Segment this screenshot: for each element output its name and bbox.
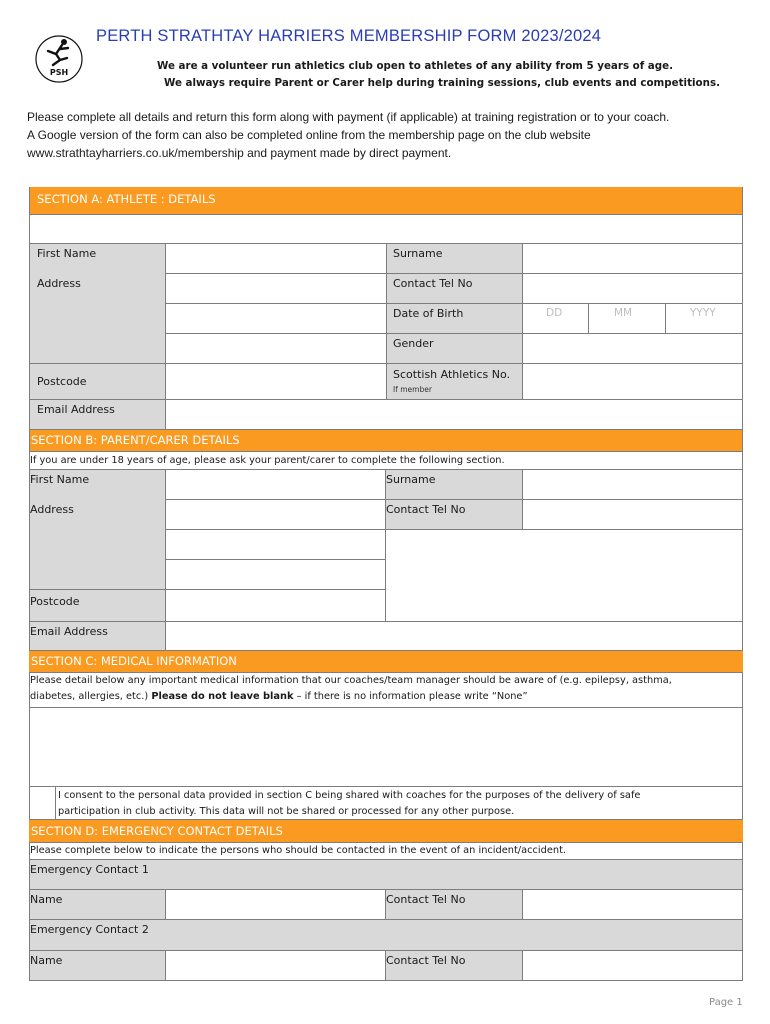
page-number: Page 1 — [709, 997, 743, 1008]
medical-info-field[interactable] — [30, 708, 742, 786]
intro-line-3: www.strathtayharriers.co.uk/membership and payment made by direct payment. — [27, 146, 452, 160]
section-d-note: Please complete below to indicate the persons who should be contacted in the event of an incident/accident. — [30, 845, 567, 856]
athlete-surname-label: Surname — [393, 247, 443, 260]
dob-month-placeholder: MM — [614, 307, 633, 319]
emergency-2-tel-label: Contact Tel No — [386, 954, 466, 967]
athlete-email-label: Email Address — [37, 403, 115, 416]
emergency-1-tel-label: Contact Tel No — [386, 893, 466, 906]
emergency-2-name-field[interactable] — [166, 951, 385, 980]
athlete-postcode-field[interactable] — [166, 364, 386, 399]
sa-number-field[interactable] — [523, 364, 742, 399]
emergency-1-tel-field[interactable] — [523, 890, 742, 919]
parent-address-line-2-field[interactable] — [166, 530, 385, 559]
tagline-2: We always require Parent or Carer help during training sessions, club events and competitions. — [164, 77, 720, 89]
consent-text-2: participation in club activity. This data will not be shared or processed for any other purpose. — [58, 806, 515, 817]
logo-text: PSH — [49, 68, 69, 77]
athlete-address-label: Address — [37, 277, 81, 290]
section-a-title: SECTION A: ATHLETE : DETAILS — [37, 192, 216, 206]
athlete-gender-field[interactable] — [523, 334, 742, 363]
sa-if-member-note: If member — [393, 385, 432, 394]
athlete-contact-tel-field[interactable] — [523, 274, 742, 303]
parent-surname-field[interactable] — [523, 470, 742, 499]
dob-month-field[interactable] — [589, 304, 665, 333]
dob-day-field[interactable] — [523, 304, 588, 333]
athlete-contact-tel-label: Contact Tel No — [393, 277, 473, 290]
emergency-contact-1-heading: Emergency Contact 1 — [30, 863, 149, 876]
consent-checkbox[interactable] — [30, 787, 55, 818]
parent-address-line-1-field[interactable] — [166, 500, 385, 529]
athlete-email-field[interactable] — [166, 400, 742, 429]
athlete-dob-label: Date of Birth — [393, 307, 464, 320]
section-b-title: SECTION B: PARENT/CARER DETAILS — [31, 433, 240, 447]
parent-first-name-field[interactable] — [166, 470, 385, 499]
section-c-note-2: diabetes, allergies, etc.) Please do not leave blank – if there is no information please write “None” — [30, 691, 528, 702]
dob-day-placeholder: DD — [546, 307, 563, 319]
emergency-2-tel-field[interactable] — [523, 951, 742, 980]
form-title: PERTH STRATHTAY HARRIERS MEMBERSHIP FORM 2023/2024 — [96, 27, 602, 45]
parent-address-label: Address — [30, 503, 74, 516]
parent-postcode-label: Postcode — [30, 595, 80, 608]
parent-contact-tel-label: Contact Tel No — [386, 503, 466, 516]
athlete-first-name-label: First Name — [37, 247, 97, 260]
athlete-address-line-2-field[interactable] — [166, 304, 386, 333]
consent-text-1: I consent to the personal data provided in section C being shared with coaches for the purposes of the delivery of safe — [58, 790, 641, 801]
tagline-1: We are a volunteer run athletics club open to athletes of any ability from 5 years of age. — [157, 60, 674, 72]
sa-number-label: Scottish Athletics No. — [393, 368, 510, 381]
athlete-surname-field[interactable] — [523, 244, 742, 273]
club-logo — [34, 34, 84, 84]
parent-address-line-3-field[interactable] — [166, 560, 385, 589]
emergency-contact-2-heading: Emergency Contact 2 — [30, 923, 149, 936]
section-b-note: If you are under 18 years of age, please ask your parent/carer to complete the following section. — [30, 455, 505, 466]
section-d-title: SECTION D: EMERGENCY CONTACT DETAILS — [31, 824, 283, 838]
emergency-2-name-label: Name — [30, 954, 63, 967]
parent-postcode-field[interactable] — [166, 590, 385, 621]
section-c-title: SECTION C: MEDICAL INFORMATION — [31, 654, 237, 668]
parent-first-name-label: First Name — [30, 473, 90, 486]
athlete-postcode-label: Postcode — [37, 375, 87, 388]
dob-year-placeholder: YYYY — [690, 307, 716, 319]
emergency-1-name-label: Name — [30, 893, 63, 906]
section-c-note-1: Please detail below any important medical information that our coaches/team manager should be aware of (e.g. epilepsy, asthma, — [30, 675, 672, 686]
parent-email-field[interactable] — [166, 622, 742, 650]
parent-contact-tel-field[interactable] — [523, 500, 742, 529]
athlete-address-line-1-field[interactable] — [166, 274, 386, 303]
parent-surname-label: Surname — [386, 473, 436, 486]
athlete-address-line-3-field[interactable] — [166, 334, 386, 363]
intro-line-1: Please complete all details and return this form along with payment (if applicable) at training registration or to your coach. — [27, 110, 670, 124]
athlete-gender-label: Gender — [393, 337, 434, 350]
athlete-first-name-field[interactable] — [166, 244, 386, 273]
intro-line-2: A Google version of the form can also be completed online from the membership page on the club website — [27, 128, 591, 142]
dob-year-field[interactable] — [666, 304, 742, 333]
parent-email-label: Email Address — [30, 625, 108, 638]
emergency-1-name-field[interactable] — [166, 890, 385, 919]
